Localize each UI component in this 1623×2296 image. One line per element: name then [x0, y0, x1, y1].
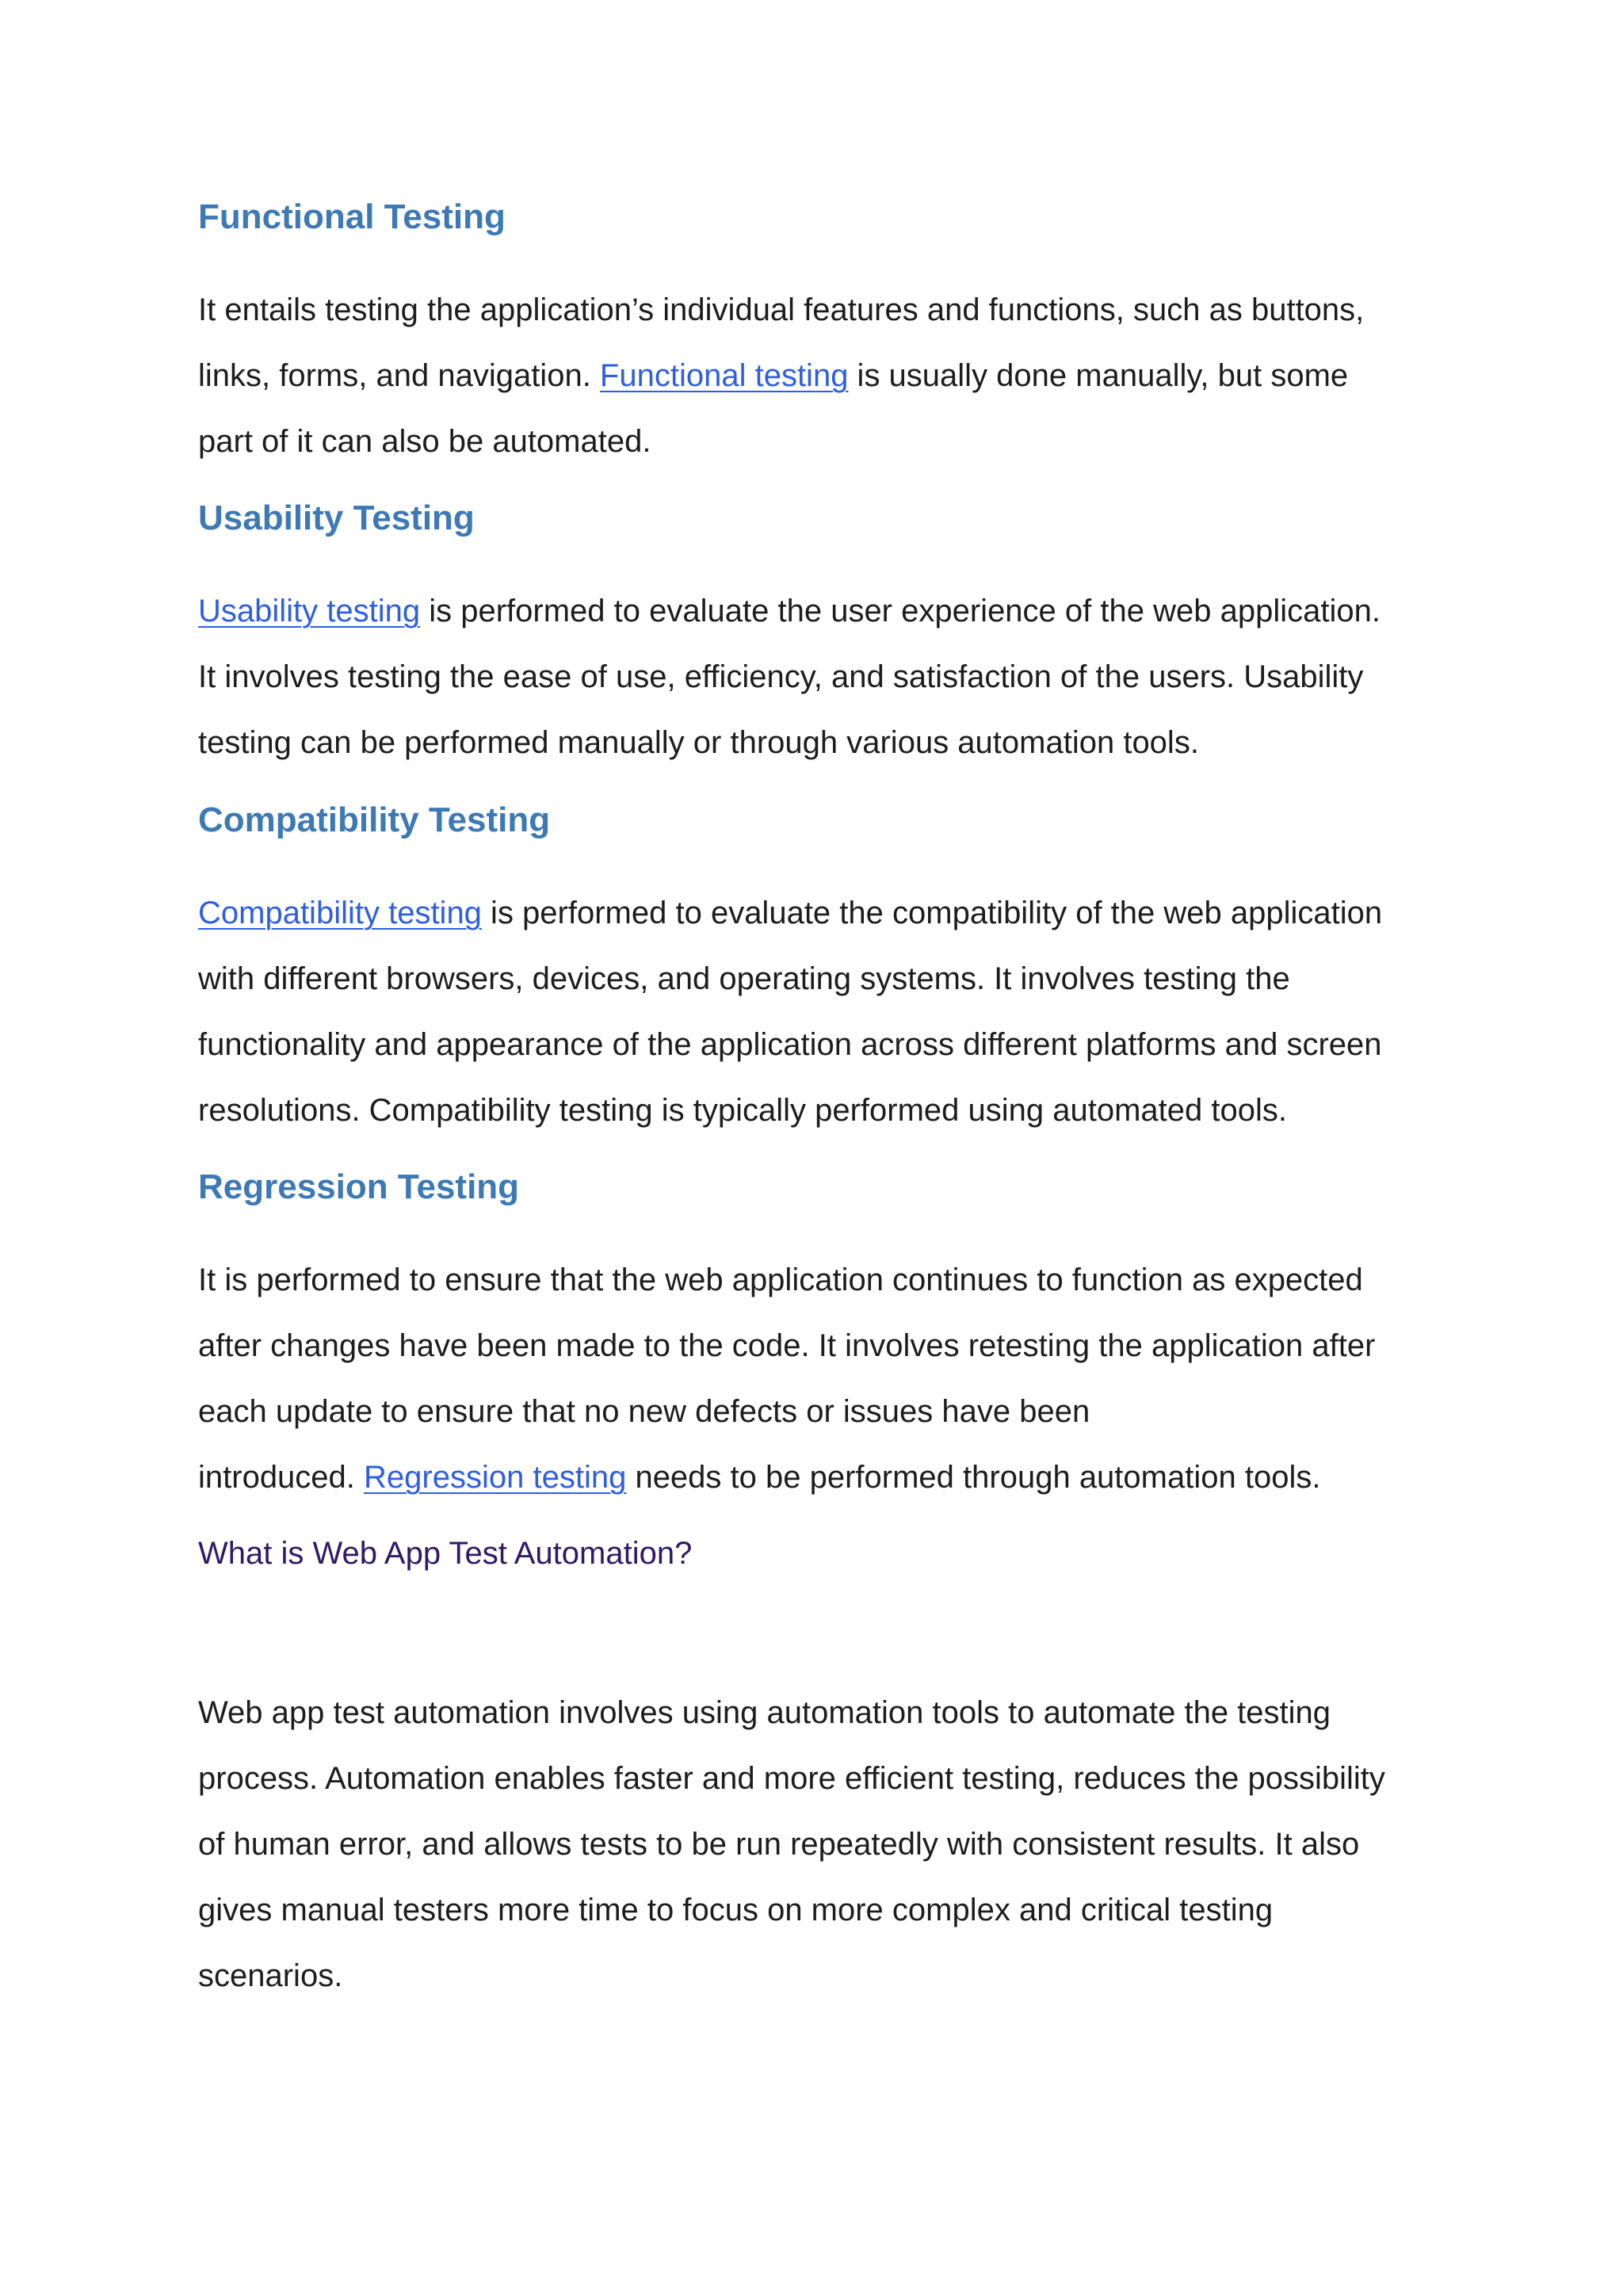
text-line: [198, 710, 1450, 776]
text-run: functionality and appearance of the application across different platforms and screen: [198, 1027, 1382, 1062]
text-run: testing can be performed manually or through various automation tools.: [198, 725, 1199, 760]
text-line: [198, 881, 1450, 946]
text-run: It entails testing the application’s individual features and functions, such as buttons,: [198, 292, 1365, 327]
text-line: [198, 946, 1450, 1012]
text-run: needs to be performed through automation tools.: [626, 1460, 1321, 1495]
link-usability-testing[interactable]: Usability testing: [198, 594, 421, 628]
paragraph-usability-testing: [198, 579, 1450, 776]
link-compatibility-testing[interactable]: Compatibility testing: [198, 896, 482, 930]
text-line: [198, 1078, 1450, 1144]
text-line: [198, 1012, 1450, 1078]
heading-functional-testing: Functional Testing: [198, 197, 506, 236]
text-run: scenarios.: [198, 1958, 343, 1993]
heading-regression-testing: Regression Testing: [198, 1167, 520, 1206]
text-run: is performed to evaluate the compatibility of the web application: [481, 896, 1383, 930]
text-line: [198, 277, 1450, 343]
text-run: introduced.: [198, 1460, 365, 1495]
text-line: [198, 409, 1450, 475]
link-regression-testing[interactable]: Regression testing: [364, 1460, 627, 1495]
text-run: Web app test automation involves using automation tools to automate the testing: [198, 1695, 1331, 1730]
text-line: [198, 1878, 1450, 1943]
text-line: [198, 644, 1450, 710]
paragraph-functional-testing: [198, 277, 1450, 475]
paragraph-compatibility-testing: [198, 881, 1450, 1144]
text-run: resolutions. Compatibility testing is typically performed using automated tools.: [198, 1093, 1287, 1128]
link-functional-testing[interactable]: Functional testing: [599, 358, 849, 393]
text-line: [198, 1680, 1450, 1746]
text-line: [198, 343, 1450, 409]
text-run: gives manual testers more time to focus on more complex and critical testing: [198, 1893, 1274, 1927]
text-run: It is performed to ensure that the web application continues to function as expected: [198, 1263, 1363, 1297]
text-run: is performed to evaluate the user experience of the web application.: [420, 594, 1381, 628]
text-run: after changes have been made to the code. It involves retesting the application after: [198, 1328, 1376, 1363]
text-run: with different browsers, devices, and operating systems. It involves testing the: [198, 961, 1290, 996]
text-run: of human error, and allows tests to be run repeatedly with consistent results. It also: [198, 1827, 1360, 1862]
heading-usability-testing: Usability Testing: [198, 499, 475, 537]
text-line: [198, 1812, 1450, 1878]
paragraph-web-app-test-automation: [198, 1680, 1450, 2009]
heading-web-app-test-automation: What is Web App Test Automation?: [198, 1536, 693, 1571]
document-page: [198, 0, 1466, 2296]
text-run: is usually done manually, but some: [848, 358, 1349, 393]
text-run: It involves testing the ease of use, efficiency, and satisfaction of the users. Usability: [198, 659, 1364, 694]
text-line: [198, 1313, 1450, 1379]
text-line: [198, 1445, 1450, 1511]
text-line: [198, 1379, 1450, 1445]
text-line: [198, 1746, 1450, 1812]
text-line: [198, 1943, 1450, 2009]
text-line: [198, 579, 1450, 644]
paragraph-regression-testing: [198, 1247, 1450, 1511]
text-run: links, forms, and navigation.: [198, 358, 600, 393]
text-run: each update to ensure that no new defects or issues have been: [198, 1394, 1090, 1429]
text-line: [198, 1247, 1450, 1313]
text-run: part of it can also be automated.: [198, 424, 651, 459]
heading-compatibility-testing: Compatibility Testing: [198, 800, 551, 839]
text-run: process. Automation enables faster and more efficient testing, reduces the possibility: [198, 1761, 1385, 1796]
